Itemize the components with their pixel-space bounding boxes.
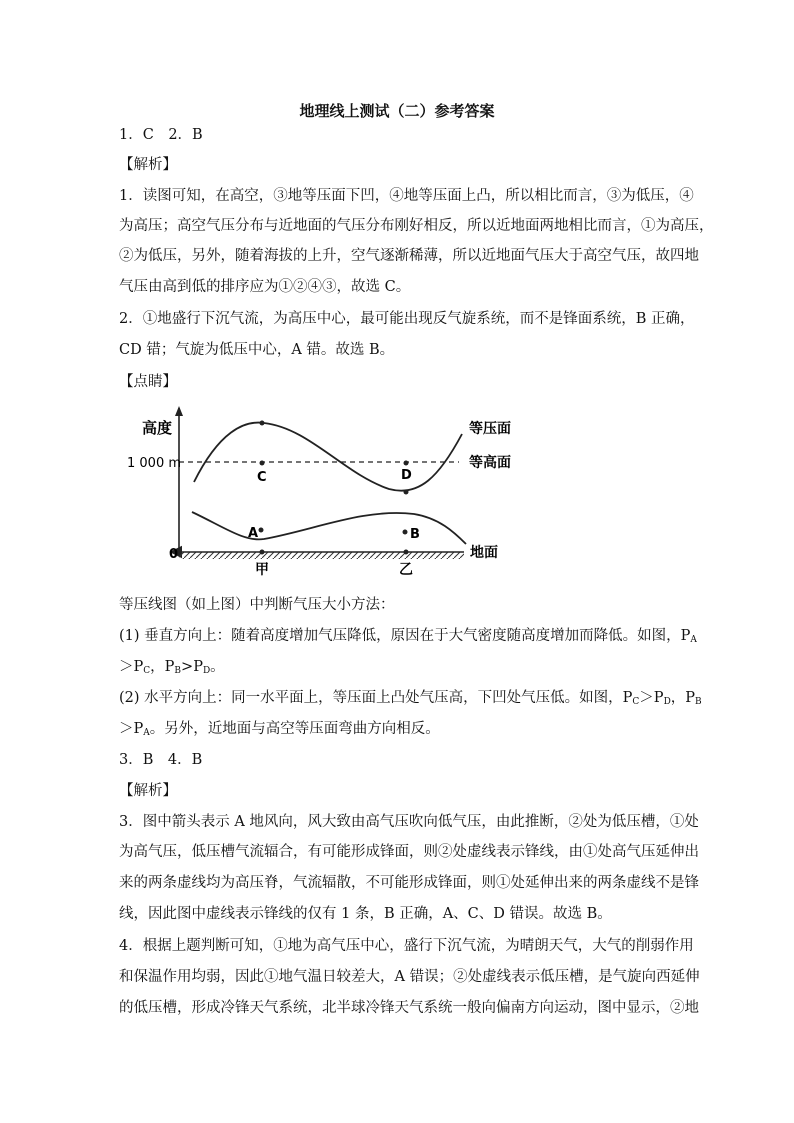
point-d-label: D: [401, 468, 412, 483]
q1-line: 1．读图可知，在高空，③地等压面下凹，④地等压面上凸，所以相比而言，③为低压，④: [119, 188, 694, 204]
contour-label: 等高面: [469, 455, 511, 471]
ground-hatch: [179, 552, 464, 559]
section-tag-highlight: 【点睛】: [119, 374, 177, 390]
q3-line: 为高气压，低压槽气流辐合，有可能形成锋面，则②处虚线表示锋线，由①处高气压延伸出: [119, 844, 699, 860]
q4-line: 4．根据上题判断可知，①地为高气压中心，盛行下沉气流，为晴朗天气，大气的削弱作用: [119, 938, 694, 954]
y-axis-label: 高度: [142, 419, 173, 437]
method-1-line-2: $>P_C$，$P_B>P_D$。: [119, 659, 225, 676]
method-2-line-2: $>P_A$。另外，近地面与高空等压面弯曲方向相反。: [119, 721, 440, 738]
q1-line: ②为低压，另外，随着海拔的上升，空气逐渐稀薄，所以近地面气压大于高空气压，故四地: [119, 248, 699, 264]
q4-line: 的低压槽，形成冷锋天气系统，北半球冷锋天气系统一般向偏南方向运动，图中显示，②地: [119, 1000, 699, 1016]
q1-line: 气压由高到低的排序应为①②④③，故选 C。: [119, 279, 411, 295]
point-c-dot: [260, 461, 265, 466]
point-bottom: [404, 490, 409, 495]
point-yi-dot: [404, 550, 409, 555]
isobar-diagram: [124, 402, 524, 584]
q1-line: 为高压；高空气压分布与近地面的气压分布刚好相反，所以近地面两地相比而言，①为高压，: [119, 218, 714, 234]
point-d-dot: [404, 461, 409, 466]
page-title: 地理线上测试（二）参考答案: [299, 102, 495, 120]
point-b-dot: [403, 530, 408, 535]
section-tag-analysis: 【解析】: [119, 157, 177, 173]
section-tag-analysis: 【解析】: [119, 783, 177, 799]
answers-1-2: 1．C 2．B: [119, 127, 203, 143]
q2-line: CD 错；气旋为低压中心，A 错。故选 B。: [119, 342, 395, 358]
isobar-label: 等压面: [469, 421, 511, 437]
q3-line: 3．图中箭头表示 A 地风向，风大致由高气压吹向低气压，由此推断，②处为低压槽，①处: [119, 814, 699, 830]
point-top: [260, 421, 265, 426]
q3-line: 线，因此图中虚线表示锋线的仅有 1 条，B 正确，A、C、D 错误。故选 B。: [119, 906, 612, 922]
ground-label: 地面: [470, 545, 498, 561]
upper-isobar: [194, 423, 462, 491]
method-1-line-1: (1) 垂直方向上：随着高度增加气压降低，原因在于大气密度随高度增加而降低。如图，$P_A$: [119, 628, 697, 645]
point-a-dot: [259, 528, 264, 533]
method-intro: 等压线图（如上图）中判断气压大小方法：: [119, 597, 395, 613]
q2-line: 2．①地盛行下沉气流，为高压中心，最可能出现反气旋系统，而不是锋面系统，B 正确，: [119, 311, 695, 327]
q4-line: 和保温作用均弱，因此①地气温日较差大，A 错误；②处虚线表示低压槽，是气旋向西延伸: [119, 969, 700, 985]
method-2-line-1: (2) 水平方向上：同一水平面上，等压面上凸处气压高，下凹处气压低。如图，$P_C>P_D$，$P_B$: [119, 690, 702, 707]
q3-line: 来的两条虚线均为高压脊，气流辐散，不可能形成锋面，则①处延伸出来的两条虚线不是锋: [119, 875, 699, 891]
point-c-label: C: [257, 470, 267, 485]
answers-3-4: 3．B 4．B: [119, 752, 203, 768]
place-yi-label: 乙: [399, 562, 413, 578]
tick-1000m: 1 000 m: [127, 456, 182, 471]
point-jia-dot: [260, 550, 265, 555]
place-jia-label: 甲: [255, 562, 269, 578]
lower-isobar: [192, 512, 466, 544]
origin-label: 0: [169, 547, 179, 562]
point-a-label: A: [248, 526, 259, 541]
point-b-label: B: [410, 527, 420, 542]
